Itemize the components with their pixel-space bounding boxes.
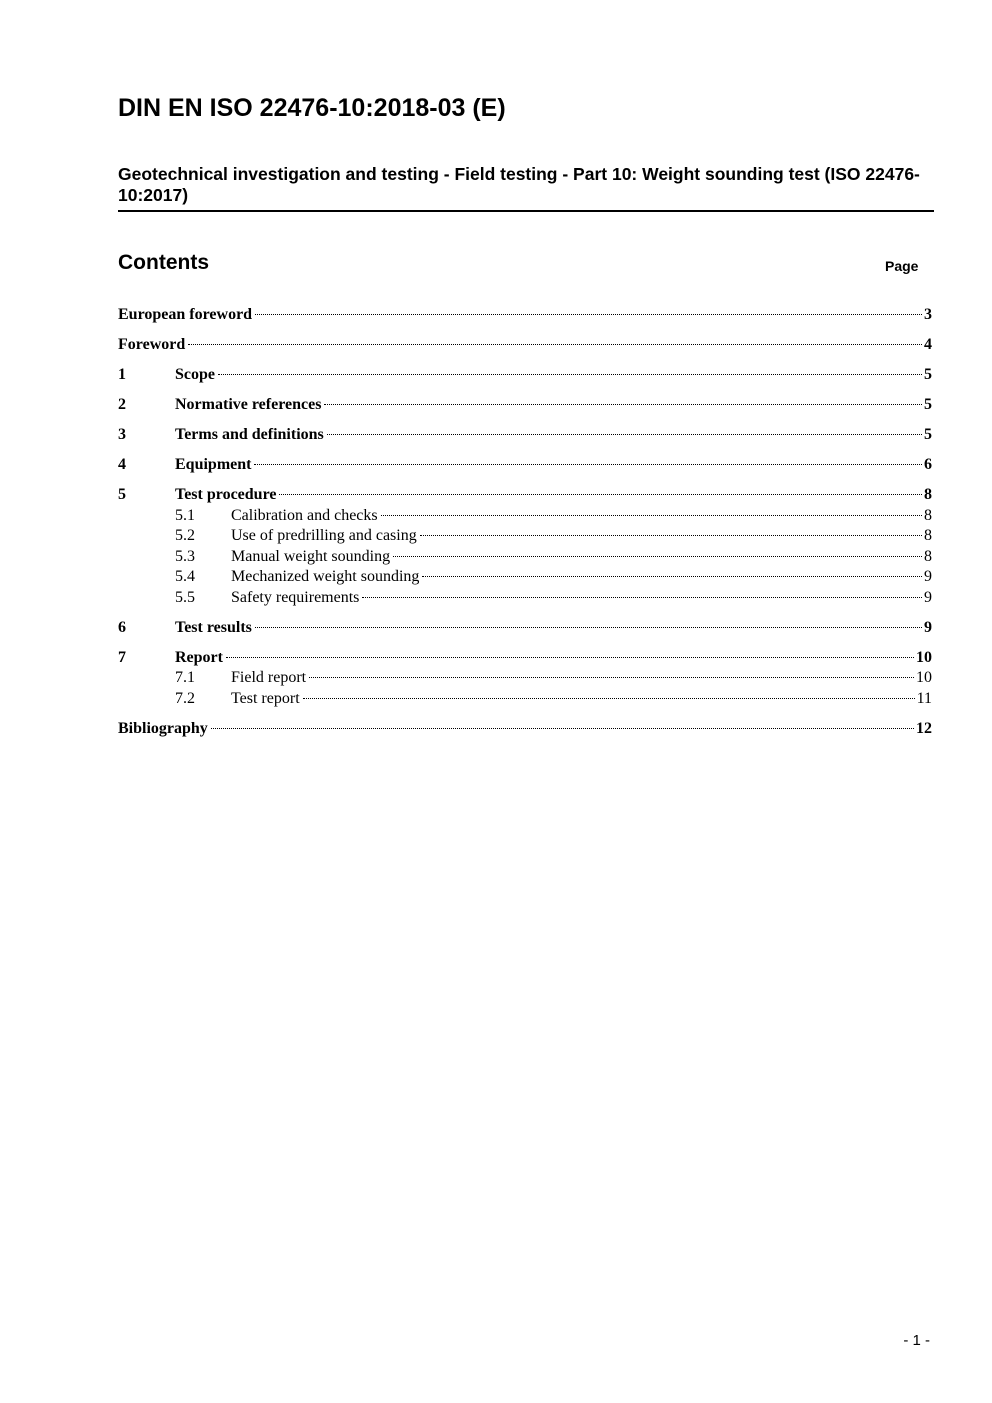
toc-entry-page: 5: [924, 426, 932, 443]
dot-leader: [309, 677, 914, 678]
dot-leader: [420, 535, 922, 536]
toc-entry-page: 9: [924, 618, 932, 636]
dot-leader: [393, 556, 922, 557]
toc-entry[interactable]: [118, 395, 932, 416]
toc-entry-title: Equipment: [175, 456, 252, 473]
toc-entry-title: Test report: [231, 689, 300, 707]
toc-entry[interactable]: [118, 335, 932, 356]
dot-leader: [324, 404, 922, 405]
toc-entry-number: 1: [118, 366, 126, 383]
toc-entry[interactable]: [118, 455, 932, 476]
dot-leader: [218, 374, 922, 375]
toc-entry-number: 5.1: [175, 506, 195, 524]
toc-entry-title: Bibliography: [118, 719, 208, 737]
toc-entry-title: Test procedure: [175, 486, 277, 503]
toc-entry-page: 10: [916, 648, 932, 666]
toc-entry-page: 8: [924, 527, 932, 544]
toc-entry[interactable]: [118, 305, 932, 326]
toc-entry-title: Use of predrilling and casing: [231, 527, 417, 544]
toc-entry[interactable]: [118, 648, 932, 669]
toc-entry-number: 5.4: [175, 568, 195, 585]
toc-entry[interactable]: [118, 689, 932, 710]
dot-leader: [255, 627, 922, 628]
title-divider: [118, 210, 934, 212]
toc-entry-number: 2: [118, 396, 126, 413]
toc-entry[interactable]: [118, 668, 932, 689]
toc-entry-title: Terms and definitions: [175, 426, 324, 443]
toc-entry[interactable]: [118, 588, 932, 609]
toc-entry-title: Normative references: [175, 396, 322, 413]
dot-leader: [362, 597, 922, 598]
dot-leader: [327, 434, 922, 435]
toc-entry-page: 10: [916, 669, 932, 686]
document-subtitle: Geotechnical investigation and testing - Field testing - Part 10: Weight sounding test (ISO 22476-10:2017): [118, 164, 920, 205]
dot-leader: [254, 464, 922, 465]
toc-entry-number: 5.2: [175, 527, 195, 544]
toc-entry-page: 5: [924, 396, 932, 413]
toc-entry[interactable]: [118, 485, 932, 506]
toc-entry-number: 7.2: [175, 689, 195, 707]
toc-entry-page: 8: [924, 486, 932, 503]
toc-entry-title: Mechanized weight sounding: [231, 568, 420, 585]
toc-entry-page: 6: [924, 456, 932, 473]
toc-entry-title: Field report: [231, 669, 307, 686]
toc-entry-number: 4: [118, 456, 126, 473]
toc-entry[interactable]: [118, 719, 932, 740]
toc-entry-page: 9: [924, 568, 932, 585]
page-number: - 1 -: [903, 1332, 930, 1349]
toc-entry[interactable]: [118, 425, 932, 446]
toc-entry[interactable]: [118, 365, 932, 386]
toc-entry-number: 3: [118, 426, 126, 443]
toc-entry-page: 11: [916, 689, 932, 707]
dot-leader: [226, 657, 914, 658]
toc-entry-title: Scope: [175, 366, 215, 383]
toc-entry-page: 9: [924, 588, 932, 606]
toc-entry-page: 8: [924, 506, 932, 524]
document-title: DIN EN ISO 22476-10:2018-03 (E): [118, 94, 506, 122]
toc-entry[interactable]: [118, 567, 932, 588]
toc-entry-number: 5.5: [175, 588, 195, 606]
toc-entry-page: 3: [924, 306, 932, 323]
toc-entry-page: 8: [924, 547, 932, 565]
toc-entry-title: Manual weight sounding: [231, 547, 391, 565]
dot-leader: [422, 576, 922, 577]
contents-heading: Contents: [118, 251, 209, 274]
toc-entry-title: Foreword: [118, 336, 186, 353]
toc-entry-number: 6: [118, 618, 126, 636]
page-column-heading: Page: [885, 258, 919, 274]
toc-entry-page: 12: [916, 719, 932, 737]
dot-leader: [303, 698, 915, 699]
toc-entry[interactable]: [118, 526, 932, 547]
toc-entry-title: European foreword: [118, 306, 253, 323]
toc-entry-title: Report: [175, 648, 223, 666]
dot-leader: [279, 494, 922, 495]
toc-entry[interactable]: [118, 547, 932, 568]
dot-leader: [255, 314, 922, 315]
toc-entry-title: Calibration and checks: [231, 506, 378, 524]
toc-entry-title: Safety requirements: [231, 588, 360, 606]
toc-entry[interactable]: [118, 506, 932, 527]
toc-entry-page: 4: [924, 336, 932, 353]
toc-entry-page: 5: [924, 366, 932, 383]
toc-entry-number: 5.3: [175, 547, 195, 565]
dot-leader: [381, 515, 922, 516]
table-of-contents: [118, 300, 932, 739]
dot-leader: [211, 728, 914, 729]
toc-entry-number: 7.1: [175, 669, 195, 686]
toc-entry-title: Test results: [175, 618, 252, 636]
toc-entry-number: 7: [118, 648, 126, 666]
toc-entry-number: 5: [118, 486, 126, 503]
dot-leader: [188, 344, 922, 345]
toc-entry[interactable]: [118, 618, 932, 639]
